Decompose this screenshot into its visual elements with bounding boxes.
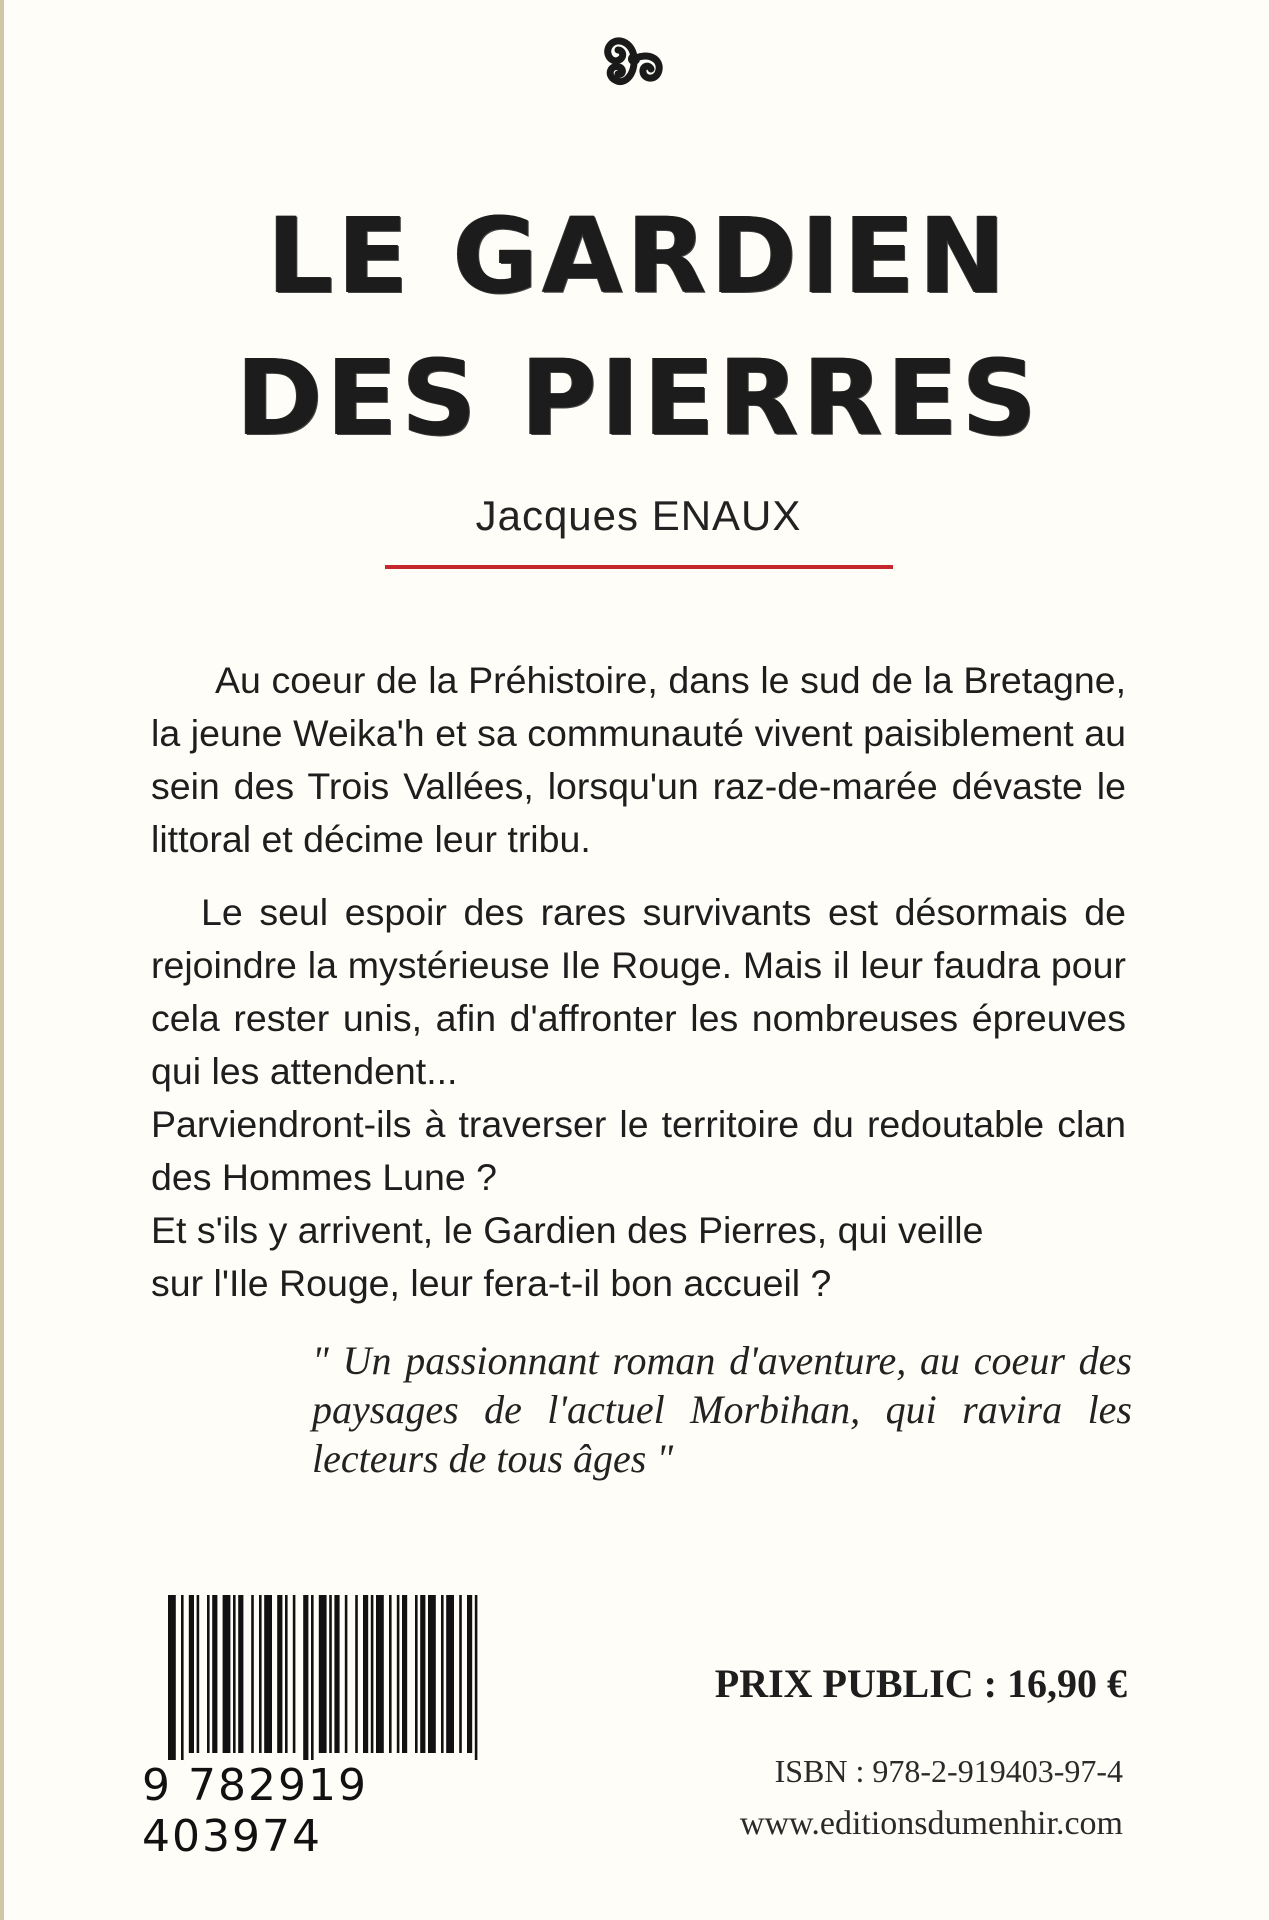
barcode-bar: [441, 1595, 444, 1753]
public-price: PRIX PUBLIC : 16,90 €: [714, 1661, 1127, 1706]
barcode-bar: [475, 1595, 478, 1760]
review-quote: " Un passionnant roman d'aventure, au coeur des paysages de l'actuel Morbihan, qui ravira les lecteurs de tous âges ": [312, 1338, 1132, 1481]
barcode-bar: [285, 1595, 288, 1753]
barcode-bar: [251, 1595, 254, 1753]
barcode-bar: [311, 1595, 314, 1760]
isbn-number: ISBN : 978-2-919403-97-4: [774, 1753, 1123, 1789]
barcode-bar: [207, 1595, 210, 1753]
barcode-bar: [415, 1595, 418, 1753]
barcode-bar: [371, 1595, 374, 1753]
barcode-bar: [264, 1595, 272, 1753]
barcode-bar: [334, 1595, 339, 1753]
publisher-website: www.editionsdumenhir.com: [739, 1805, 1123, 1842]
barcode-bar: [402, 1595, 407, 1753]
triskele-icon: [589, 14, 679, 104]
barcode-bar: [212, 1595, 217, 1753]
blurb-paragraph-3: Parviendront-ils à traverser le territoire du redoutable clan des Hommes Lune ?: [151, 1103, 1126, 1198]
barcode-bar: [459, 1595, 462, 1753]
barcode-bar: [329, 1595, 332, 1753]
barcode-bar: [376, 1595, 384, 1753]
book-title-line-1: LE GARDIEN: [267, 195, 1010, 317]
barcode-bar: [277, 1595, 282, 1753]
barcode-bar: [223, 1595, 231, 1753]
barcode-digits: 9 782919 403974: [142, 1760, 368, 1862]
barcode-bar: [259, 1595, 262, 1753]
barcode-bar: [446, 1595, 454, 1753]
book-title-line-2: DES PIERRES: [236, 337, 1041, 459]
barcode-bar: [345, 1595, 348, 1753]
barcode-bar: [181, 1595, 184, 1760]
blurb-paragraph-4-line-2: sur l'Ile Rouge, leur fera-t-il bon accueil ?: [151, 1262, 832, 1304]
barcode-bar: [189, 1595, 194, 1753]
barcode-bar: [467, 1595, 472, 1753]
barcode-bar: [233, 1595, 236, 1753]
blurb-paragraph-1: Au coeur de la Préhistoire, dans le sud de la Bretagne, la jeune Weika'h et sa communauté vivent paisiblement au sein des Trois Vallées, lorsqu'un raz-de-marée dévaste le littoral et décime leur tribu.: [151, 659, 1126, 860]
blurb-paragraph-2: Le seul espoir des rares survivants est désormais de rejoindre la mystérieuse Ile Rouge. Mais il leur faudra pour cela rester unis, afin d'affronter les nombreuses épreuves qui les attendent...: [151, 891, 1126, 1092]
barcode-bar: [397, 1595, 400, 1753]
author-name: Jacques ENAUX: [475, 492, 802, 539]
barcode-bar: [389, 1595, 392, 1753]
barcode-bar: [238, 1595, 243, 1753]
barcode-bar: [363, 1595, 368, 1753]
barcode-bar: [168, 1595, 176, 1760]
barcode-bar: [319, 1595, 327, 1753]
barcode-bar: [197, 1595, 200, 1753]
barcode-bar: [355, 1595, 358, 1753]
blurb-paragraph-4-line-1: Et s'ils y arrivent, le Gardien des Pierres, qui veille: [151, 1209, 984, 1251]
barcode-bar: [293, 1595, 296, 1753]
blurb-paragraph-4: [151, 1204, 1126, 1310]
barcode-bar: [420, 1595, 425, 1753]
red-divider: [385, 565, 893, 569]
barcode-bar: [303, 1595, 308, 1760]
barcode-bar: [428, 1595, 436, 1753]
